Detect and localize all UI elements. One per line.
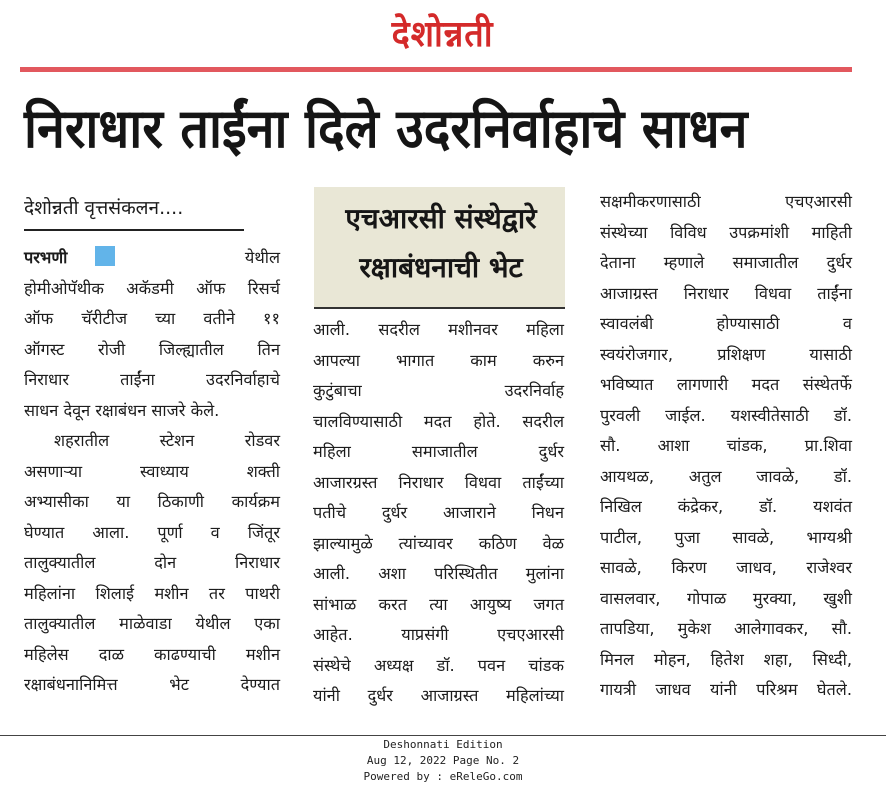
- text-line: आली. सदरील मशीनवर महिला: [313, 320, 564, 339]
- article-column-2: [313, 315, 564, 712]
- text-line: ऑगस्ट रोजी जिल्ह्यातील तिन: [24, 339, 280, 359]
- text-line: आयथळ, अतुल जावळे, डॉ.: [600, 466, 852, 486]
- text-line: सांभाळ करत त्या आयुष्य जगत: [313, 594, 564, 614]
- masthead: [0, 8, 886, 57]
- text-line: तालुक्यातील दोन निराधार: [24, 553, 280, 572]
- text-line: देताना म्हणाले समाजातील दुर्धर: [600, 253, 852, 272]
- text-line: आली. अशा परिस्थितीत मुलांना: [313, 564, 564, 583]
- masthead-divider: [20, 67, 852, 72]
- text-line: आहेत. याप्रसंगी एचएआरसी: [313, 625, 564, 644]
- text-line: निराधार ताईंना उदरनिर्वाहाचे: [24, 370, 280, 389]
- text-line: स्वयंरोजगार, प्रशिक्षण यासाठी: [600, 344, 852, 364]
- text-line: महिलांना शिलाई मशीन तर पाथरी: [24, 583, 280, 603]
- newspaper-logo: देशोन्नती: [392, 14, 494, 55]
- text-line: शहरातील स्टेशन रोडवर: [54, 431, 280, 450]
- text-line: मिनल मोहन, हितेश शहा, सिध्दी,: [600, 649, 852, 669]
- text-line: तालुक्यातील माळेवाडा येथील एका: [24, 614, 280, 633]
- text-line: गायत्री जाधव यांनी परिश्रम घेतले.: [600, 680, 852, 699]
- dateline-line: [24, 243, 280, 274]
- powered-by: Powered by : eReleGo.com: [363, 770, 523, 783]
- text-line: पाटील, पुजा सावळे, भाग्यश्री: [600, 527, 852, 547]
- text-line: झाल्यामुळे त्यांच्यावर कठिण वेळ: [313, 533, 564, 553]
- square-marker-icon: [95, 246, 115, 266]
- text-line: घेण्यात आला. पूर्णा व जिंतूर: [24, 522, 280, 542]
- dateline-place: परभणी: [24, 248, 68, 267]
- article-column-3: [600, 187, 852, 706]
- text-line: होमीओपॅथीक अकॅडमी ऑफ रिसर्च: [24, 278, 280, 298]
- text-line: तापडिया, मुकेश आलेगावकर, सौ.: [600, 619, 852, 638]
- text-line: येथील: [244, 248, 280, 267]
- edition-date-page: Aug 12, 2022 Page No. 2: [366, 754, 520, 767]
- text-line: महिलेस दाळ काढण्याची मशीन: [24, 644, 280, 664]
- article-column-1: [24, 243, 280, 701]
- text-line: ऑफ चॅरीटीज च्या वतीने ११: [24, 309, 280, 328]
- text-line: पुरवली जाईल. यशस्वीतेसाठी डॉ.: [600, 405, 852, 425]
- edition-footer: [0, 737, 886, 785]
- subheading: [322, 194, 560, 292]
- text-line: निखिल कंद्रेकर, डॉ. यशवंत: [600, 497, 852, 516]
- text-line: भविष्यात लागणारी मदत संस्थेतर्फे: [600, 375, 852, 394]
- text-line: सौ. आशा चांडक, प्रा.शिवा: [600, 436, 852, 455]
- subheading-line: रक्षाबंधनाची भेट: [359, 251, 523, 284]
- subheading-divider: [314, 307, 565, 309]
- text-line: यांनी दुर्धर आजाग्रस्त महिलांच्या: [313, 686, 564, 705]
- paragraph-start-line: [24, 426, 280, 457]
- text-line: आपल्या भागात काम करुन: [313, 350, 564, 370]
- text-line: आजारग्रस्त निराधार विधवा ताईंच्या: [313, 472, 564, 492]
- text-line: संस्थेचे अध्यक्ष डॉ. पवन चांडक: [313, 655, 564, 675]
- byline: देशोन्नती वृत्तसंकलन....: [24, 197, 184, 219]
- text-line: पतीचे दुर्धर आजाराने निधन: [313, 503, 564, 522]
- text-line: साधन देवून रक्षाबंधन साजरे केले.: [24, 400, 220, 420]
- text-line: वासलवार, गोपाळ मुरक्या, खुशी: [600, 588, 852, 608]
- text-line: अभ्यासीका या ठिकाणी कार्यक्रम: [24, 492, 280, 511]
- subheading-line: एचआरसी संस्थेद्वारे: [345, 202, 537, 235]
- text-line: सक्षमीकरणासाठी एचएआरसी: [600, 192, 852, 211]
- text-line: असणाऱ्या स्वाध्याय शक्ती: [24, 461, 280, 481]
- article-headline: निराधार ताईंना दिले उदरनिर्वाहाचे साधन: [24, 97, 748, 160]
- byline-underline: [24, 229, 244, 231]
- footer-divider: [0, 735, 886, 736]
- text-line: सावळे, किरण जाधव, राजेश्वर: [600, 558, 852, 577]
- text-line: कुटुंबाचा उदरनिर्वाह: [313, 381, 564, 400]
- edition-name: Deshonnati Edition: [383, 738, 503, 751]
- text-line: चालविण्यासाठी मदत होते. सदरील: [313, 411, 564, 431]
- text-line: स्वावलंबी होण्यासाठी व: [600, 314, 852, 333]
- text-line: महिला समाजातील दुर्धर: [313, 442, 564, 461]
- text-line: संस्थेच्या विविध उपक्रमांशी माहिती: [600, 222, 852, 242]
- text-line: आजाग्रस्त निराधार विधवा ताईंना: [600, 283, 852, 303]
- text-line: रक्षाबंधनानिमित्त भेट देण्यात: [24, 675, 280, 694]
